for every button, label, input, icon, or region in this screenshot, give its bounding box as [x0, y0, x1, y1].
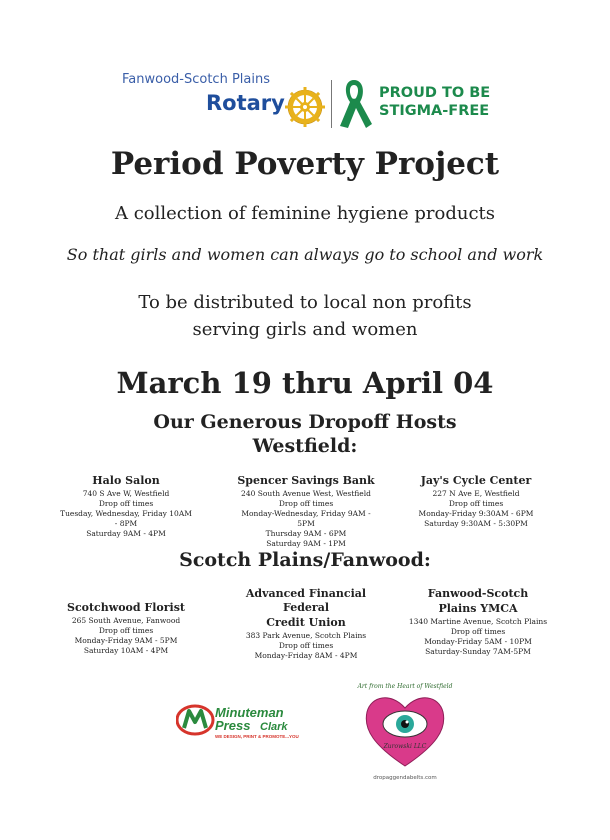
location-name-line-2: Plains YMCA — [438, 602, 518, 615]
location-jays-cycle — [406, 474, 546, 529]
hosts-title: Our Generous Dropoff Hosts — [153, 411, 457, 433]
dropoff-label: Drop off times — [278, 499, 334, 508]
distribution-line-2: serving girls and women — [192, 319, 418, 340]
distribution-line-1: To be distributed to local non profits — [138, 292, 472, 313]
hours-line: Monday-Friday 8AM - 4PM — [254, 651, 358, 660]
rotary-wordmark: Rotary — [206, 91, 285, 115]
location-address: 240 South Avenue West, Westfield — [241, 489, 371, 498]
minuteman-location: Clark — [260, 721, 288, 733]
dropoff-label: Drop off times — [98, 626, 154, 635]
dropoff-label: Drop off times — [98, 499, 154, 508]
location-name-line-1: Fanwood-Scotch — [427, 587, 529, 600]
hours-line: Tuesday, Wednesday, Friday 10AM - 8PM — [60, 509, 192, 528]
hours-line: Saturday-Sunday 7AM-5PM — [425, 647, 531, 656]
hours-line: Monday-Friday 9:30AM - 6PM — [418, 509, 534, 518]
heart-caption: Art from the Heart of Westfield — [357, 683, 453, 690]
location-advanced-financial — [226, 587, 386, 661]
distribution-note — [0, 289, 610, 343]
rotary-wheel-icon — [284, 86, 326, 128]
hosts-heading — [0, 410, 610, 458]
page-title: Period Poverty Project — [110, 146, 500, 182]
hours-line: Monday-Wednesday, Friday 9AM - 5PM — [241, 509, 371, 528]
minuteman-name: Minuteman — [215, 705, 284, 720]
location-name: Scotchwood Florist — [67, 601, 185, 614]
tagline: So that girls and women can always go to school and work — [66, 245, 544, 264]
rotary-club-name: Fanwood-Scotch Plains — [122, 72, 270, 87]
location-name-line-1: Advanced Financial Federal — [245, 587, 367, 614]
hours-line: Saturday 9AM - 4PM — [86, 529, 166, 538]
hours-line: Saturday 10AM - 4PM — [83, 646, 169, 655]
minuteman-slogan: WE DESIGN, PRINT & PROMOTE...YOU — [215, 734, 299, 739]
hours-line: Saturday 9:30AM - 5:30PM — [424, 519, 528, 528]
location-fanwood-ymca — [408, 587, 548, 657]
dropoff-label: Drop off times — [448, 499, 504, 508]
location-address: 1340 Martine Avenue, Scotch Plains — [408, 617, 548, 626]
awareness-ribbon-icon — [334, 76, 374, 132]
location-halo-salon — [58, 474, 194, 539]
location-address: 740 S Ave W, Westfield — [82, 489, 170, 498]
subtitle: A collection of feminine hygiene products — [115, 203, 495, 224]
stigma-line-1: PROUD TO BE — [379, 85, 491, 101]
location-name: Halo Salon — [92, 474, 160, 487]
minuteman-press-logo — [176, 700, 306, 742]
location-address: 265 South Avenue, Fanwood — [71, 616, 181, 625]
heart-signature: Zurowski LLC — [383, 743, 427, 750]
location-address: 383 Park Avenue, Scotch Plains — [245, 631, 367, 640]
hours-line: Monday-Friday 5AM - 10PM — [424, 637, 532, 646]
logo-divider — [331, 80, 332, 128]
hours-line: Thursday 9AM - 6PM — [265, 529, 347, 538]
event-dates: March 19 thru April 04 — [116, 366, 494, 400]
location-name: Spencer Savings Bank — [237, 474, 375, 487]
westfield-heading: Westfield: — [252, 435, 358, 457]
minuteman-press-word: Press — [215, 718, 251, 733]
stigma-free-logo — [379, 84, 490, 120]
scotch-plains-heading: Scotch Plains/Fanwood: — [179, 549, 431, 571]
location-scotchwood-florist — [60, 601, 192, 656]
heart-logo-text — [351, 676, 459, 782]
stigma-line-2: STIGMA-FREE — [379, 103, 490, 119]
hours-line: Saturday 9AM - 1PM — [266, 539, 346, 548]
hours-line: Monday-Friday 9AM - 5PM — [74, 636, 178, 645]
location-spencer-savings — [236, 474, 376, 549]
heart-url: dropaggendabelts.com — [373, 775, 437, 781]
location-name-line-2: Credit Union — [266, 616, 346, 629]
location-address: 227 N Ave E, Westfield — [432, 489, 520, 498]
location-name: Jay's Cycle Center — [420, 474, 532, 487]
rotary-logo — [122, 72, 285, 115]
dropoff-label: Drop off times — [278, 641, 334, 650]
dropoff-label: Drop off times — [450, 627, 506, 636]
